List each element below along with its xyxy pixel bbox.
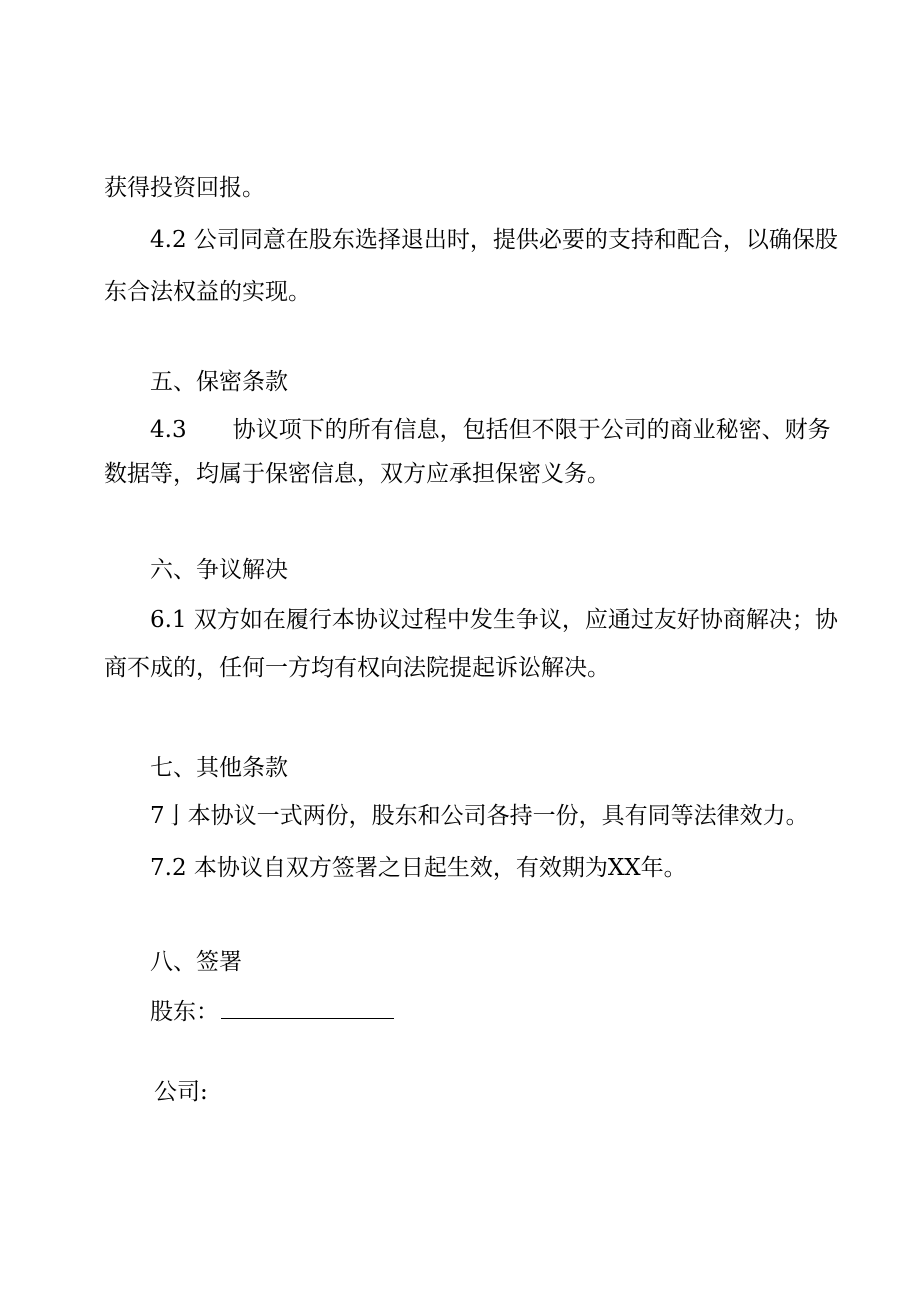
clause-6-1-line-2: 商不成的，任何一方均有权向法院提起诉讼解决。 xyxy=(104,655,610,681)
shareholder-label: 股东： xyxy=(150,999,219,1025)
clause-4-3-line-2: 数据等，均属于保密信息，双方应承担保密义务。 xyxy=(104,461,610,487)
section-heading-7: 七、其他条款 xyxy=(150,755,288,781)
paragraph-continuation: 获得投资回报。 xyxy=(104,175,265,201)
shareholder-signature-line[interactable] xyxy=(221,996,394,1019)
company-signature-label: 公司: xyxy=(154,1079,208,1105)
clause-4-2-line-2: 东合法权益的实现。 xyxy=(104,279,311,305)
clause-4-3-line-1 xyxy=(150,414,831,446)
clause-4-3-number: 4.3 xyxy=(150,417,187,443)
section-heading-5: 五、保密条款 xyxy=(150,369,288,395)
section-heading-8: 八、签署 xyxy=(150,949,242,975)
shareholder-signature-row xyxy=(150,996,394,1028)
clause-7-2: 7.2 本协议自双方签署之日起生效，有效期为XX年。 xyxy=(150,855,687,881)
clause-6-1-line-1: 6.1 双方如在履行本协议过程中发生争议，应通过友好协商解决；协 xyxy=(150,607,838,633)
clause-7-1: 7亅本协议一式两份，股东和公司各持一份，具有同等法律效力。 xyxy=(150,803,809,829)
section-heading-6: 六、争议解决 xyxy=(150,557,288,583)
clause-4-2-line-1: 4.2 公司同意在股东选择退出时，提供必要的支持和配合，以确保股 xyxy=(150,227,838,253)
clause-4-3-text: 协议项下的所有信息，包括但不限于公司的商业秘密、财务 xyxy=(232,417,831,443)
